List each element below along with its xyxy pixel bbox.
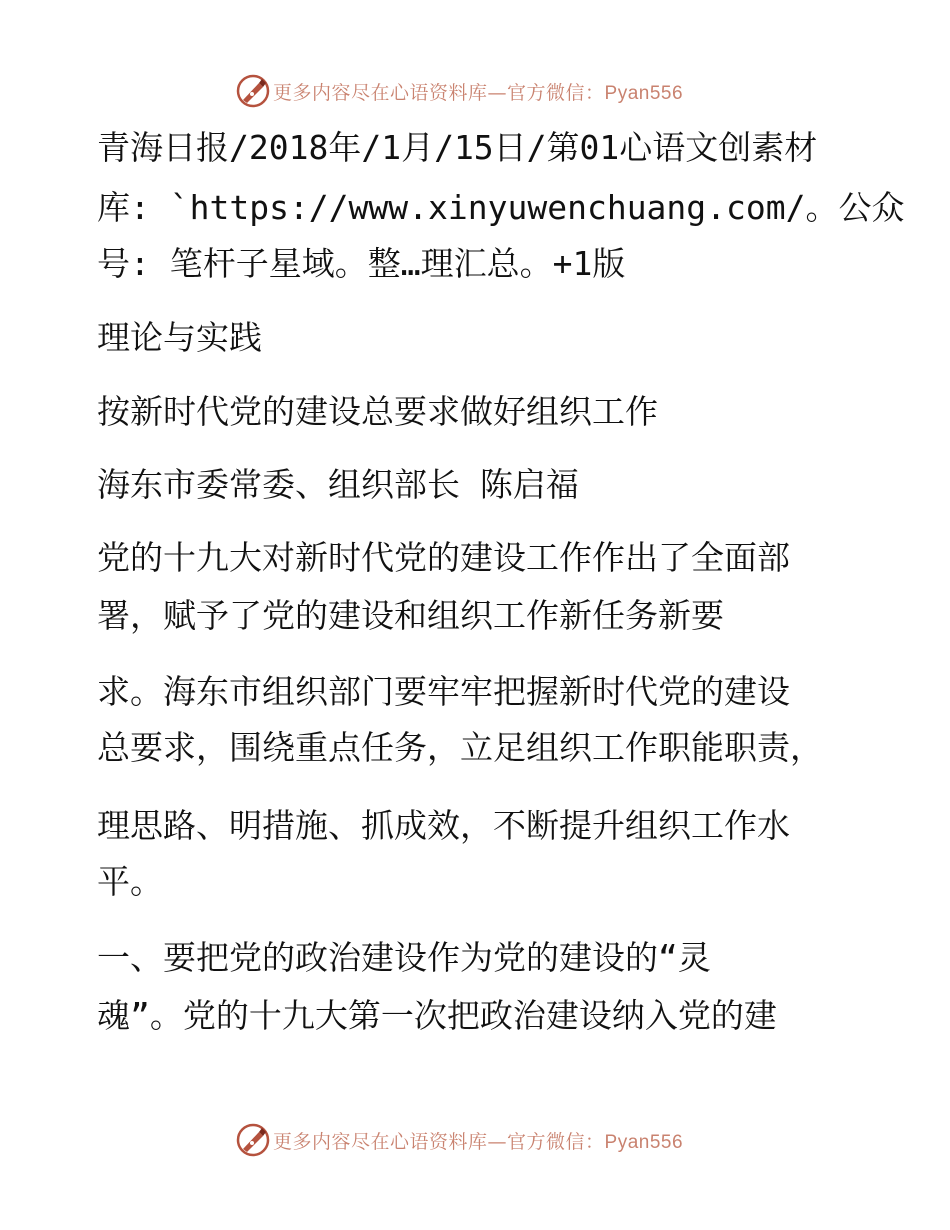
text-line: 署，赋予了党的建设和组织工作新任务新要: [97, 596, 724, 635]
pen-logo-icon: [235, 1122, 271, 1158]
watermark-wechat-id: Pyan556: [604, 1131, 684, 1153]
text-line: 理思路、明措施、抓成效，不断提升组织工作水: [97, 806, 790, 845]
section-label: 理论与实践: [97, 318, 262, 357]
text-line: 求。海东市组织部门要牢牢把握新时代党的建设: [97, 672, 790, 711]
text-line: 总要求，围绕重点任务，立足组织工作职能职责，: [97, 728, 823, 767]
text-line: 党的十九大对新时代党的建设工作作出了全面部: [97, 538, 790, 577]
watermark-text: 更多内容尽在心语资料库—官方微信：Pyan556: [273, 81, 684, 104]
watermark-header: [235, 73, 683, 109]
text-line: 平。: [97, 862, 163, 901]
text-line: 号: 笔杆子星域。整…理汇总。+1版: [97, 244, 626, 283]
text-line: 魂”。党的十九大第一次把政治建设纳入党的建: [97, 996, 777, 1035]
text-line: 库: `https://www.xinyuwenchuang.com/。公众: [97, 188, 905, 227]
article-title: 按新时代党的建设总要求做好组织工作: [97, 392, 658, 431]
text-line: 青海日报/2018年/1月/15日/第01心语文创素材: [97, 128, 818, 167]
pen-logo-icon: [235, 73, 271, 109]
watermark-text: 更多内容尽在心语资料库—官方微信：Pyan556: [273, 1130, 684, 1153]
watermark-wechat-id: Pyan556: [604, 82, 684, 104]
watermark-footer: [235, 1122, 683, 1158]
text-line: 一、要把党的政治建设作为党的建设的“灵: [97, 938, 711, 977]
article-author: 海东市委常委、组织部长 陈启福: [97, 465, 579, 504]
